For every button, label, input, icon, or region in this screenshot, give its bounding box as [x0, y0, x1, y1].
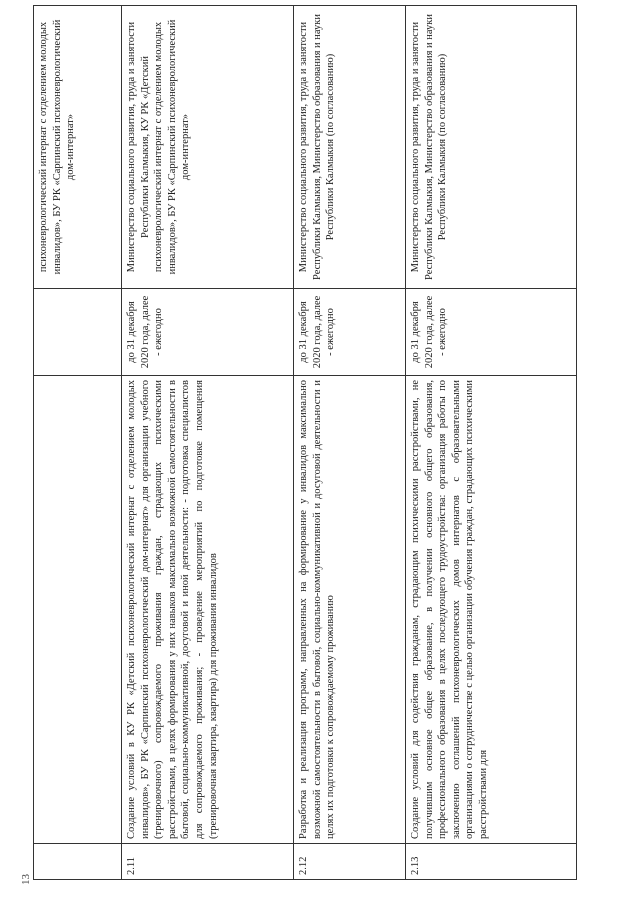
table-row: [122, 6, 294, 880]
responsible-cell: Министерство социального развития, труда и занятости Республики Калмыкия, Министерство образования и науки Республики Калмыкия (по согласованию): [406, 6, 577, 289]
responsible-cell: Министерство социального развития, труда и занятости Республики Калмыкия, Министерство образования и науки Республики Калмыкия (по согласованию): [294, 6, 406, 289]
row-number-cell: 2.12: [294, 844, 406, 880]
page-number: 13: [20, 874, 32, 885]
description-cell: Разработка и реализация программ, направленных на формирование у инвалидов максимально возможной самостоятельности в бытовой, социально-коммуникативной и досуговой деятельности и целях их подготовки к сопровождаемому проживанию: [294, 376, 406, 844]
table-row: [294, 6, 406, 880]
deadline-cell: до 31 декабря 2020 года, далее - ежегодно: [294, 289, 406, 376]
responsible-cell: Министерство социального развития, труда и занятости Республики Калмыкия, КУ РК «Детский психоневрологический интернат с отделением молодых инвалидов», БУ РК «Сарпинский психоневрологический дом-интернат»: [122, 6, 294, 289]
measures-table: [33, 5, 577, 880]
table-row: [34, 6, 122, 880]
row-number-cell: 2.11: [122, 844, 294, 880]
deadline-cell: до 31 декабря 2020 года, далее - ежегодно: [406, 289, 577, 376]
description-cell: Создание условий в КУ РК «Детский психоневрологический интернат с отделением молодых инвалидов», БУ РК «Сарпинский психоневрологический дом-интернат» для организации учебного (тренировочного) сопровождаемого проживания граждан, страдающих психическими расстройствами, в целях формирования у них навыков максимально возможной самостоятельности в бытовой, социально-коммуникативной, досуговой и иной деятельности: - подготовка специалистов для сопровождаемого проживания; - проведение мероприятий по подготовке помещения (тренировочная квартира, квартира) для проживания инвалидов: [122, 376, 294, 844]
row-number-cell: [34, 844, 122, 880]
description-cell: [34, 376, 122, 844]
deadline-cell: [34, 289, 122, 376]
deadline-cell: до 31 декабря 2020 года, далее - ежегодно: [122, 289, 294, 376]
responsible-cell: психоневрологический интернат с отделением молодых инвалидов», БУ РК «Сарпинский психоневрологический дом-интернат»: [34, 6, 122, 289]
table-row: [406, 6, 577, 880]
description-cell: Создание условий для содействия гражданам, страдающим психическими расстройствами, не получившим основное общее образование, в получении основного общего образования, профессионального образования в целях последующего трудоустройства: организация работы по заключению соглашений психоневрологических домов интернатов с образовательными организациями о сотрудничестве с целью организации обучения граждан, страдающих психическими расстройствами для: [406, 376, 577, 844]
row-number-cell: 2.13: [406, 844, 577, 880]
